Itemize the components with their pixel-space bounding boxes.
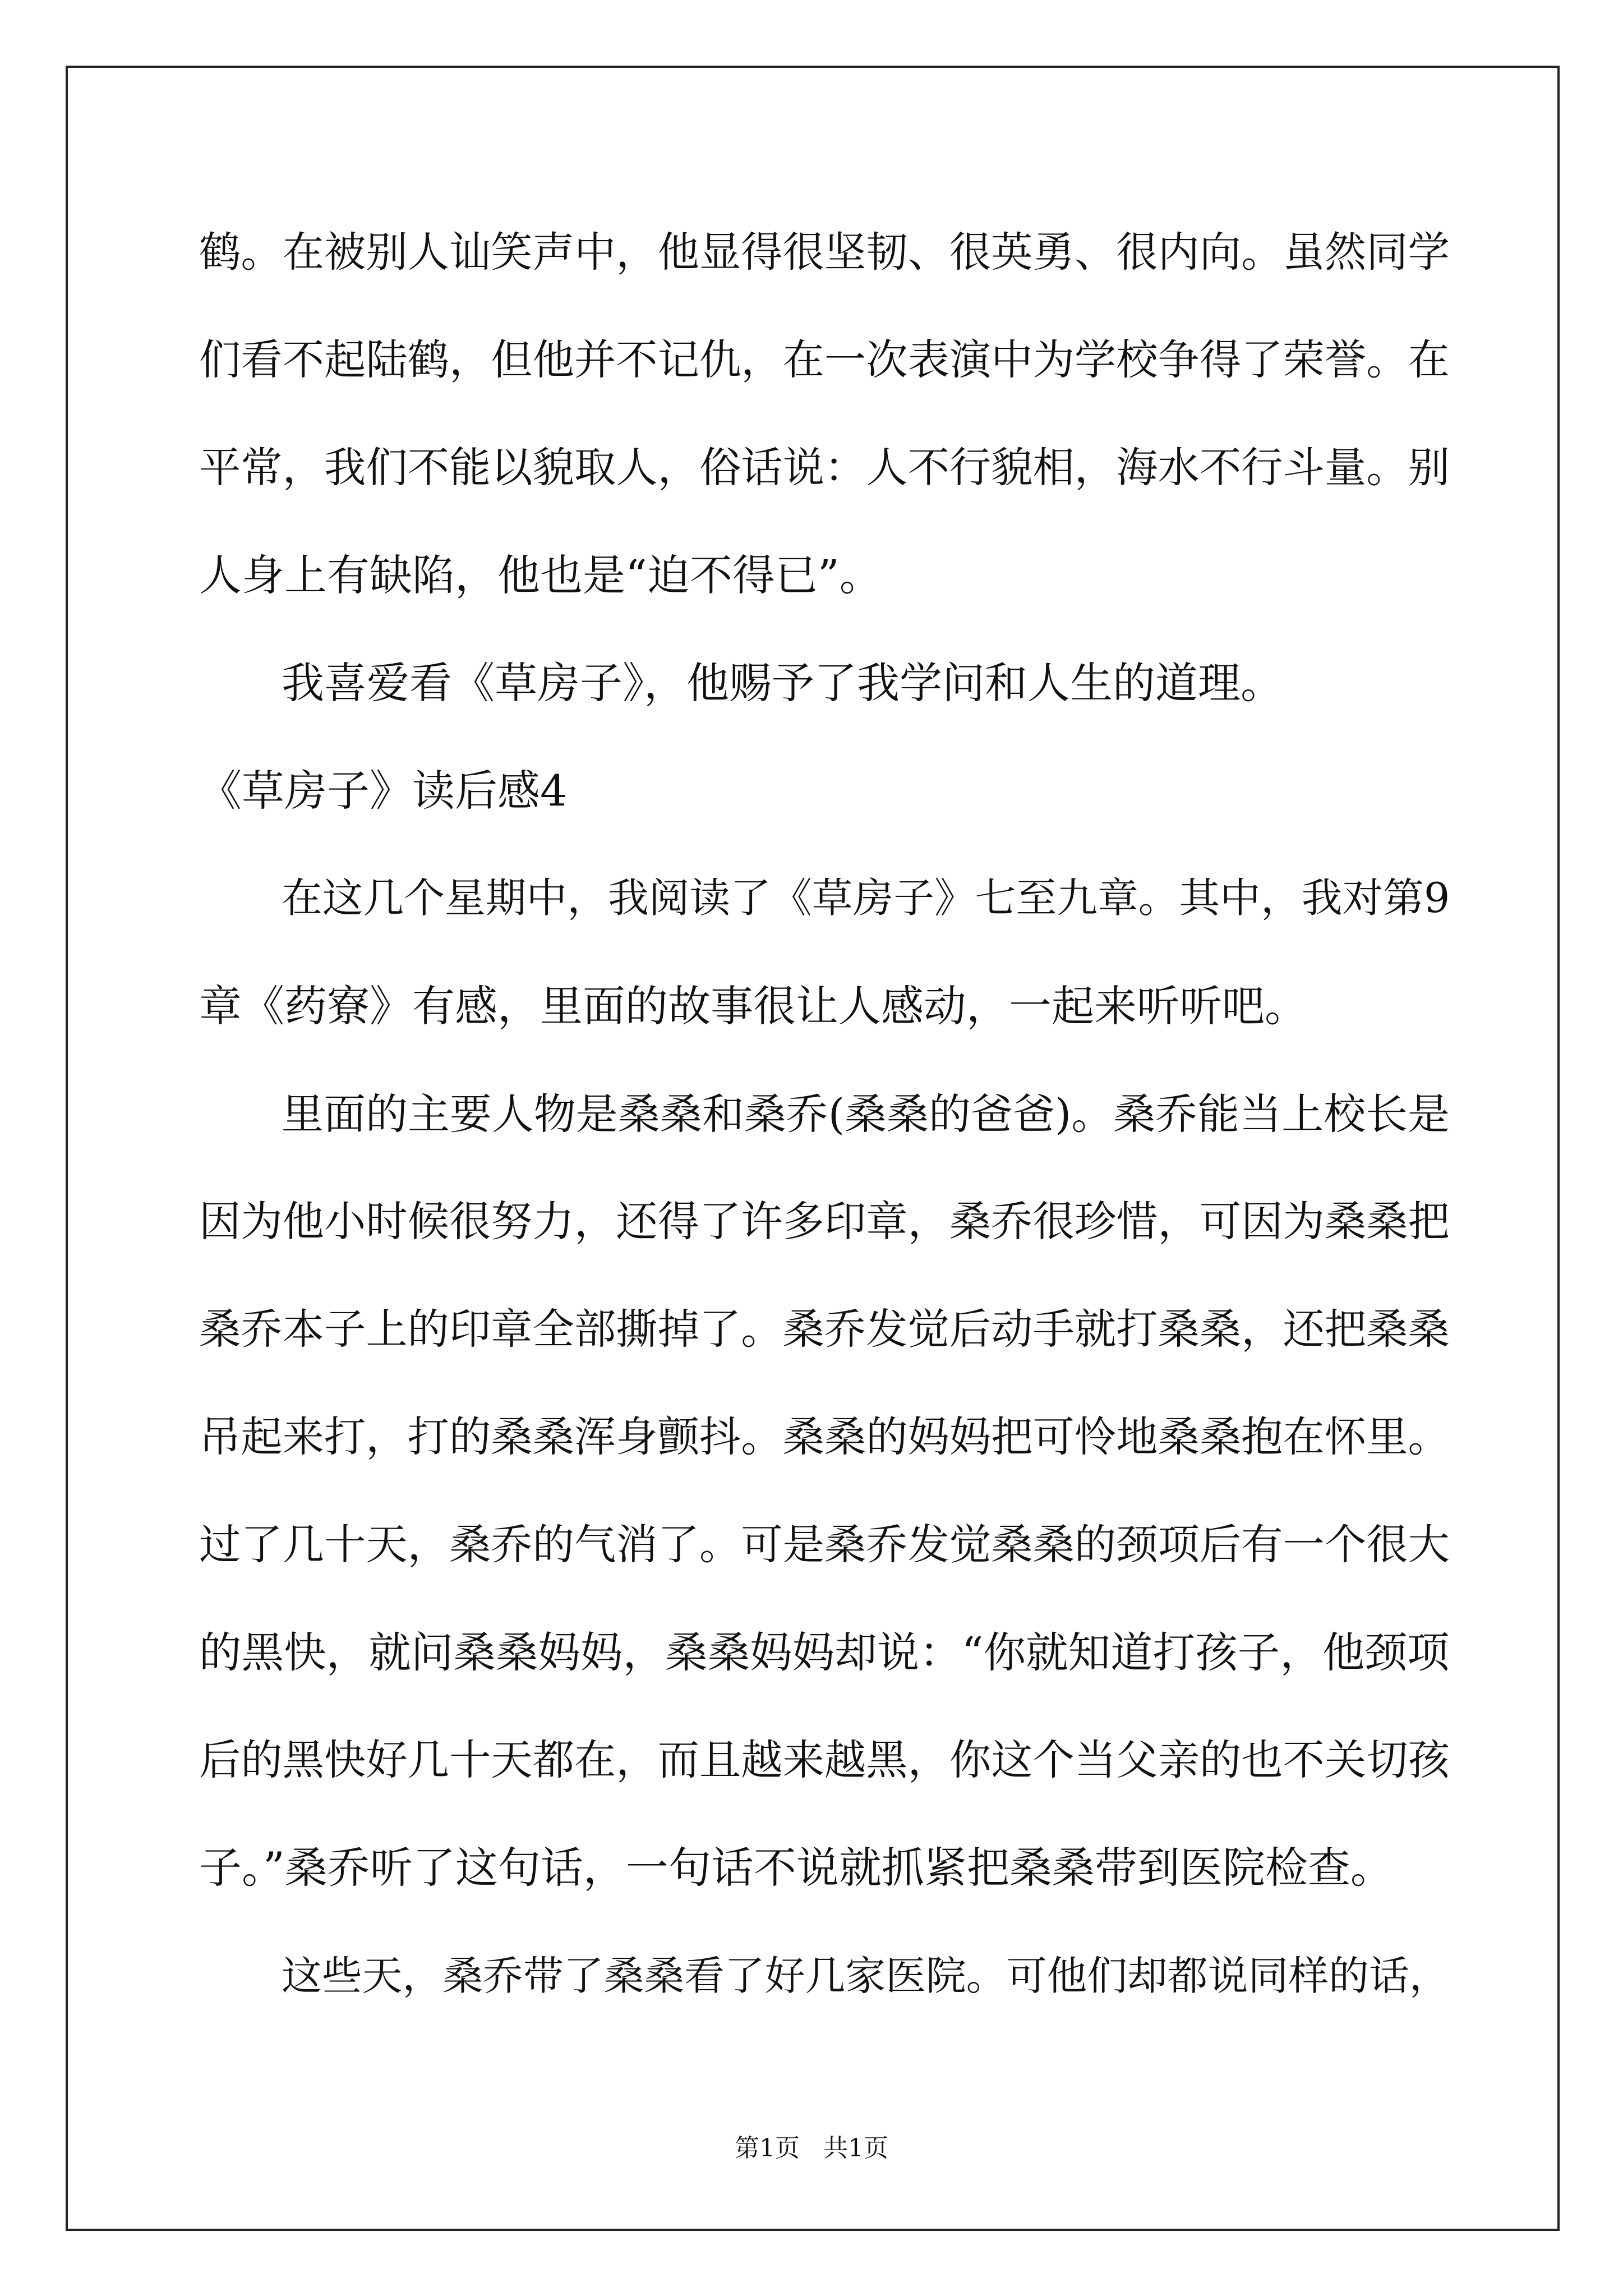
section-heading: 《草房子》读后感4 [199,766,568,816]
page-footer: 第1页 共1页 [735,2134,888,2162]
paragraph-line: 章《药寮》有感，里面的故事很让人感动，一起来听听吧。 [199,981,1307,1031]
paragraph-line: 因为他小时候很努力，还得了许多印章，桑乔很珍惜，可因为桑桑把 [199,1197,1450,1246]
paragraph-line: 们看不起陆鹤，但他并不记仇，在一次表演中为学校争得了荣誉。在 [199,335,1450,384]
paragraph-line: 桑乔本子上的印章全部撕掉了。桑乔发觉后动手就打桑桑，还把桑桑 [199,1305,1450,1354]
paragraph-line: 这些天，桑乔带了桑桑看了好几家医院。可他们却都说同样的话， [282,1952,1450,1999]
paragraph-line: 我喜爱看《草房子》，他赐予了我学问和人生的道理。 [282,658,1283,708]
paragraph-line: 平常，我们不能以貌取人，俗话说：人不行貌相，海水不行斗量。别 [199,443,1450,492]
paragraph-line: 吊起来打，打的桑桑浑身颤抖。桑桑的妈妈把可怜地桑桑抱在怀里。 [199,1412,1450,1461]
paragraph-line: 人身上有缺陷，他也是“迫不得已”。 [199,550,882,600]
paragraph-line: 的黑快，就问桑桑妈妈，桑桑妈妈却说：“你就知道打孩子，他颈项 [199,1628,1450,1677]
paragraph-line: 鹤。在被别人讪笑声中，他显得很坚韧、很英勇、很内向。虽然同学 [199,228,1450,277]
page-border [66,66,1560,2231]
paragraph-line: 后的黑快好几十天都在，而且越来越黑，你这个当父亲的也不关切孩 [199,1736,1450,1784]
paragraph-line: 子。”桑乔听了这句话，一句话不说就抓紧把桑桑带到医院检查。 [199,1843,1393,1893]
paragraph-line: 过了几十天，桑乔的气消了。可是桑乔发觉桑桑的颈项后有一个很大 [199,1520,1450,1569]
paragraph-line: 在这几个星期中，我阅读了《草房子》七至九章。其中，我对第9 [282,875,1450,922]
paragraph-line: 里面的主要人物是桑桑和桑乔(桑桑的爸爸)。桑乔能当上校长是 [282,1089,1450,1139]
